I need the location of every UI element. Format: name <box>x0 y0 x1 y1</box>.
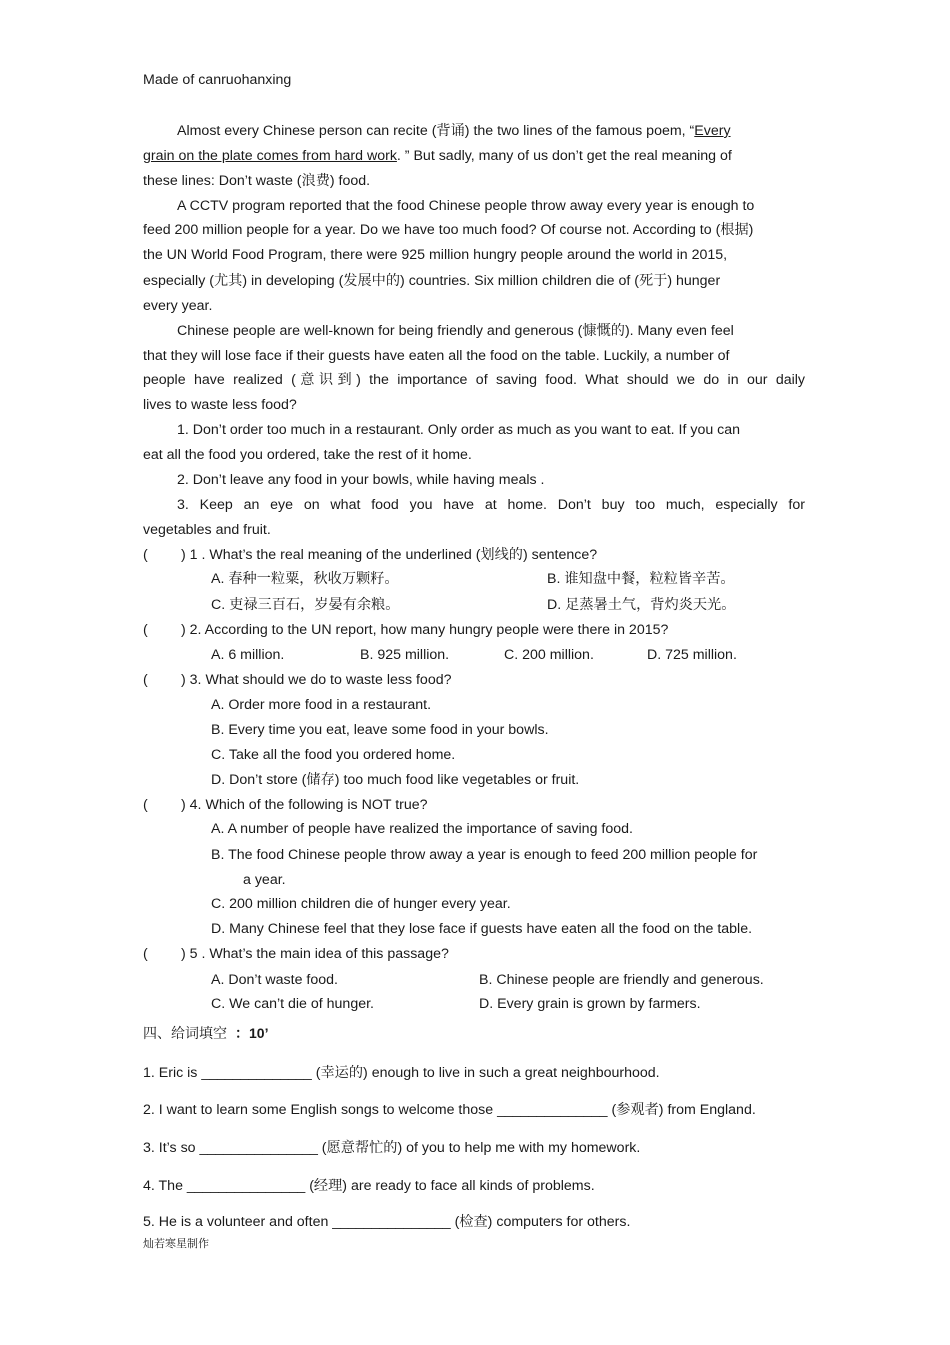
option-d: D. 足蒸暑土气，背灼炎天光。 <box>547 597 736 613</box>
option-a: A. A number of people have realized the importance of saving food. <box>211 821 633 837</box>
answer-bracket[interactable]: ( <box>143 946 148 962</box>
passage-line <box>143 147 732 165</box>
option-d: D. Every grain is grown by farmers. <box>479 996 701 1012</box>
answer-bracket[interactable]: ( <box>143 672 148 688</box>
passage-line: feed 200 million people for a year. Do we have too much food? Of course not. According to (根据) <box>143 222 754 238</box>
section-heading-score: ：10’ <box>235 1025 269 1041</box>
section-heading <box>143 1024 268 1042</box>
option-c: C. We can’t die of hunger. <box>211 996 374 1012</box>
option-b: B. 925 million. <box>360 647 450 663</box>
option-b: B. Every time you eat, leave some food in your bowls. <box>211 722 549 738</box>
page-header: Made of canruohanxing <box>143 72 292 88</box>
fill-blank-5[interactable]: 5. He is a volunteer and often _______________ (检查) computers for others. <box>143 1214 631 1230</box>
passage-line: the UN World Food Program, there were 925 million hungry people around the world in 2015, <box>143 247 728 263</box>
option-a: A. Order more food in a restaurant. <box>211 697 432 713</box>
fill-blank-1[interactable]: 1. Eric is ______________ (幸运的) enough to live in such a great neighbourhood. <box>143 1065 660 1081</box>
option-d: D. 725 million. <box>647 647 737 663</box>
answer-bracket[interactable]: ( <box>143 547 148 563</box>
passage-line: every year. <box>143 298 213 314</box>
option-a: A. Don’t waste food. <box>211 972 338 988</box>
option-a: A. 6 million. <box>211 647 285 663</box>
passage-line: these lines: Don’t waste (浪费) food. <box>143 173 371 189</box>
question-1: ) 1 . What’s the real meaning of the underlined (划线的) sentence? <box>181 547 598 563</box>
question-3: ) 3. What should we do to waste less food? <box>181 672 452 688</box>
underlined-sentence: grain on the plate comes from hard work <box>143 148 397 164</box>
underlined-sentence: Every <box>694 123 731 139</box>
tip-line: 2. Don’t leave any food in your bowls, while having meals . <box>177 472 545 488</box>
fill-blank-3[interactable]: 3. It’s so _______________ (愿意帮忙的) of you to help me with my homework. <box>143 1140 641 1156</box>
section-heading-title: 四、给词填空 <box>143 1025 227 1041</box>
option-d: D. Don’t store (储存) too much food like vegetables or fruit. <box>211 772 580 788</box>
option-c: C. 200 million. <box>504 647 594 663</box>
option-b: B. Chinese people are friendly and generous. <box>479 972 764 988</box>
answer-bracket[interactable]: ( <box>143 622 148 638</box>
page-footer: 灿若寒星制作 <box>143 1238 209 1250</box>
option-b: B. The food Chinese people throw away a year is enough to feed 200 million people for <box>211 847 758 863</box>
passage-line: people have realized (意识到) the importance of saving food. What should we do in our daily <box>143 372 805 388</box>
question-4: ) 4. Which of the following is NOT true? <box>181 797 428 813</box>
tip-line: 1. Don’t order too much in a restaurant. Only order as much as you want to eat. If you can <box>177 422 741 438</box>
option-c: C. 200 million children die of hunger every year. <box>211 896 511 912</box>
question-5: ) 5 . What’s the main idea of this passage? <box>181 946 449 962</box>
tip-line: 3. Keep an eye on what food you have at home. Don’t buy too much, especially for <box>177 497 805 513</box>
option-b-continued: a year. <box>243 872 286 888</box>
passage-line: A CCTV program reported that the food Chinese people throw away every year is enough to <box>177 198 755 214</box>
passage-line: Chinese people are well-known for being friendly and generous (慷慨的). Many even feel <box>177 323 734 339</box>
passage-text: Almost every Chinese person can recite (背诵) the two lines of the famous poem, “ <box>177 123 695 139</box>
passage-line: especially (尤其) in developing (发展中的) countries. Six million children die of (死于) hunger <box>143 273 721 289</box>
fill-blank-2[interactable]: 2. I want to learn some English songs to welcome those ______________ (参观者) from England. <box>143 1102 756 1118</box>
answer-bracket[interactable]: ( <box>143 797 148 813</box>
passage-text: . ” But sadly, many of us don’t get the real meaning of <box>396 148 732 164</box>
option-c: C. Take all the food you ordered home. <box>211 747 456 763</box>
tip-line: eat all the food you ordered, take the rest of it home. <box>143 447 472 463</box>
option-c: C. 吏禄三百石，岁晏有余粮。 <box>211 597 400 613</box>
question-2: ) 2. According to the UN report, how many hungry people were there in 2015? <box>181 622 669 638</box>
passage-line <box>177 122 731 140</box>
tip-line: vegetables and fruit. <box>143 522 271 538</box>
option-a: A. 春种一粒粟，秋收万颗籽。 <box>211 571 399 587</box>
passage-line: lives to waste less food? <box>143 397 297 413</box>
passage-line: that they will lose face if their guests have eaten all the food on the table. Luckily, a number of <box>143 348 730 364</box>
option-b: B. 谁知盘中餐，粒粒皆辛苦。 <box>547 571 735 587</box>
fill-blank-4[interactable]: 4. The _______________ (经理) are ready to face all kinds of problems. <box>143 1178 595 1194</box>
option-d: D. Many Chinese feel that they lose face if guests have eaten all the food on the table. <box>211 921 753 937</box>
